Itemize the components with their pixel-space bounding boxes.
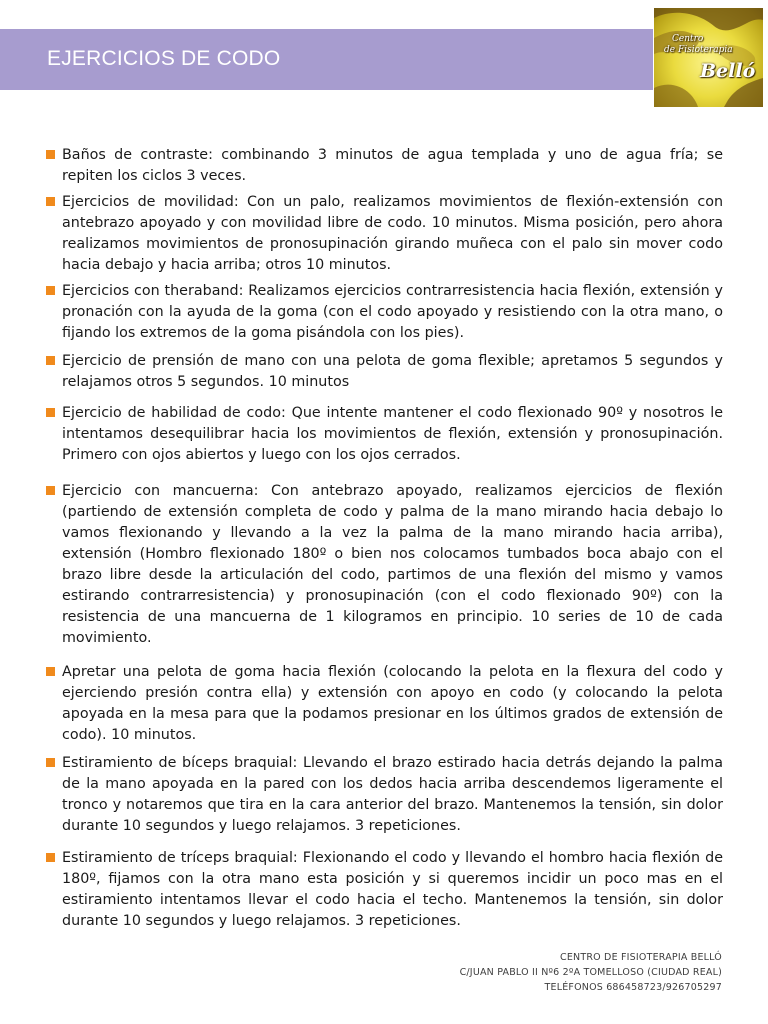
item-text: Ejercicios de movilidad: Con un palo, realizamos movimientos de flexión-extensión con antebrazo apoyado y con movilidad libre de codo. 10 minutos. Misma posición, pero ahora realizamos movimientos de pronosupinación girando muñeca con el palo sin mover codo hacia debajo y hacia arriba; otros 10 minutos.: [62, 194, 723, 273]
footer-phones: TELÉFONOS 686458723/926705297: [544, 982, 722, 993]
list-item: [45, 481, 723, 649]
exercise-list: [45, 145, 723, 932]
list-item: [45, 351, 723, 393]
item-text: Estiramiento de bíceps braquial: Llevando el brazo estirado hacia detrás dejando la palma de la mano apoyada en la pared con los dedos hacia arriba descendemos ligeramente el tronco y notaremos que tira en la cara anterior del brazo. Mantenemos la tensión, sin dolor durante 10 segundos y luego relajamos. 3 repeticiones.: [62, 755, 723, 834]
list-item: [45, 662, 723, 746]
list-item: [45, 753, 723, 837]
orange-square-bullet-icon: [46, 667, 55, 676]
item-text: Ejercicio de habilidad de codo: Que intente mantener el codo flexionado 90º y nosotros le intentamos desequilibrar hacia los movimientos de flexión, extensión y pronosupinación. Primero con ojos abiertos y luego con los ojos cerrados.: [62, 405, 723, 463]
orange-square-bullet-icon: [46, 486, 55, 495]
logo-text-fisioterapia: de Fisioterapia: [664, 45, 733, 55]
list-item: [45, 145, 723, 187]
orange-square-bullet-icon: [46, 853, 55, 862]
item-text: Ejercicios con theraband: Realizamos ejercicios contrarresistencia hacia flexión, extensión y pronación con la ayuda de la goma (con el codo apoyado y resistiendo con la otra mano, o fijando los extremos de la goma pisándola con los pies).: [62, 283, 723, 341]
orange-square-bullet-icon: [46, 408, 55, 417]
item-text: Estiramiento de tríceps braquial: Flexionando el codo y llevando el hombro hacia flexión de 180º, fijamos con la otra mano esta posición y si queremos incidir un poco mas en el estiramiento intentamos llevar el codo hacia el techo. Mantenemos la tensión, sin dolor durante 10 segundos y luego relajamos. 3 repeticiones.: [62, 850, 723, 929]
logo-text-bello: Belló: [700, 60, 756, 82]
orange-square-bullet-icon: [46, 150, 55, 159]
list-item: [45, 281, 723, 344]
item-text: Ejercicio de prensión de mano con una pelota de goma flexible; apretamos 5 segundos y relajamos otros 5 segundos. 10 minutos: [62, 353, 723, 390]
orange-square-bullet-icon: [46, 197, 55, 206]
footer-contact: [460, 950, 722, 995]
footer-address: C/JUAN PABLO II Nº6 2ºA TOMELLOSO (CIUDAD REAL): [459, 967, 722, 978]
logo-text-centro: Centro: [672, 34, 704, 44]
list-item: [45, 192, 723, 276]
clinic-logo: [654, 8, 763, 107]
orange-square-bullet-icon: [46, 356, 55, 365]
list-item: [45, 403, 723, 466]
orange-square-bullet-icon: [46, 758, 55, 767]
item-text: Baños de contraste: combinando 3 minutos de agua templada y uno de agua fría; se repiten los ciclos 3 veces.: [62, 147, 723, 184]
item-text: Ejercicio con mancuerna: Con antebrazo apoyado, realizamos ejercicios de flexión (partiendo de extensión completa de codo y palma de la mano mirando hacia debajo lo vamos flexionando y llevando a la vez la palma de la mano mirando hacia arriba), extensión (Hombro flexionado 180º o bien nos colocamos tumbados boca abajo con el brazo libre desde la articulación del codo, partimos de una flexión del mismo y vamos estirando contrarresistencia) y pronosupinación (con el codo flexionado 90º) con la resistencia de una mancuerna de 1 kilogramos en principio. 10 series de 10 de cada movimiento.: [62, 483, 723, 646]
footer-center-name: CENTRO DE FISIOTERAPIA BELLÓ: [560, 952, 722, 963]
orange-square-bullet-icon: [46, 286, 55, 295]
page-title: EJERCICIOS DE CODO: [47, 47, 281, 70]
item-text: Apretar una pelota de goma hacia flexión (colocando la pelota en la flexura del codo y ejerciendo presión contra ella) y extensión con apoyo en codo (y colocando la pelota apoyada en la mesa para que la podamos presionar en los últimos grados de extensión de codo). 10 minutos.: [62, 664, 723, 743]
list-item: [45, 848, 723, 932]
hands-logo-icon: [654, 8, 763, 107]
